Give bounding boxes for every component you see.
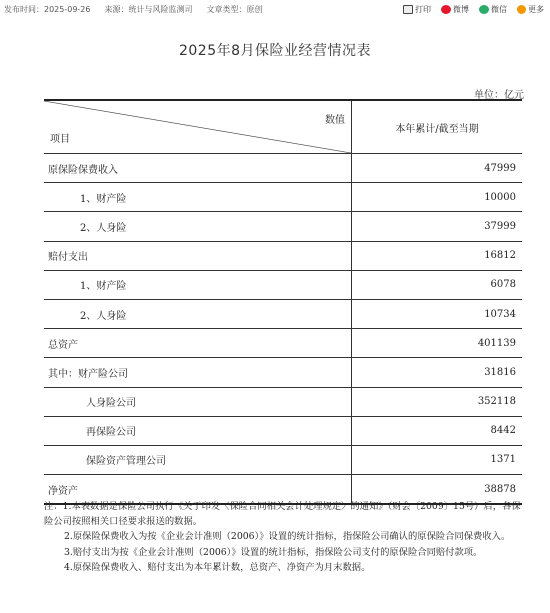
page-title: 2025年8月保险业经营情况表 xyxy=(178,43,372,59)
row-value: 8442 xyxy=(352,416,523,445)
row-value: 10000 xyxy=(352,183,523,212)
wechat-icon xyxy=(479,5,489,14)
more-icon xyxy=(517,5,526,14)
article-type: 文章类型：原创 xyxy=(206,4,263,14)
row-name: 2、人身险 xyxy=(44,299,352,328)
header-value-label: 数值 xyxy=(325,115,345,126)
article-meta xyxy=(0,4,263,15)
row-name: 赔付支出 xyxy=(44,241,352,270)
row-value: 37999 xyxy=(352,212,523,241)
row-value: 31816 xyxy=(352,358,523,387)
table-row xyxy=(44,387,522,416)
note-1: 注：1.本表数据是保险公司执行《关于印发〈保险合同相关会计处理规定〉的通知》（财会〔2009〕15号）后，各保险公司按照相关口径要求报送的数据。 xyxy=(44,501,521,528)
row-name: 1、财产险 xyxy=(44,270,352,299)
table-row xyxy=(44,358,522,387)
share-bar xyxy=(403,4,550,15)
more-share-button[interactable] xyxy=(517,4,544,15)
header-column-label: 本年累计/截至当期 xyxy=(352,100,523,154)
note-4: 4.原保险保费收入、赔付支出为本年累计数，总资产、净资产为月末数据。 xyxy=(64,561,371,573)
row-value: 401139 xyxy=(352,329,523,358)
print-button[interactable] xyxy=(403,4,431,15)
printer-icon xyxy=(403,5,413,14)
top-info-bar xyxy=(0,0,550,18)
table-row xyxy=(44,212,522,241)
table-row xyxy=(44,241,522,270)
table-header-row xyxy=(44,100,522,154)
table-row xyxy=(44,445,522,474)
wechat-share-button[interactable] xyxy=(479,4,507,15)
table-notes xyxy=(44,499,522,575)
row-name: 原保险保费收入 xyxy=(44,154,352,183)
header-item-label: 项目 xyxy=(50,134,70,145)
insurance-data-table xyxy=(44,99,522,505)
row-value: 47999 xyxy=(352,154,523,183)
print-label: 打印 xyxy=(415,4,431,14)
row-name: 1、财产险 xyxy=(44,183,352,212)
table-row xyxy=(44,329,522,358)
row-name: 净资产 xyxy=(44,475,352,505)
row-name: 总资产 xyxy=(44,329,352,358)
row-value: 16812 xyxy=(352,241,523,270)
row-name: 保险资产管理公司 xyxy=(44,445,352,474)
row-value: 38878 xyxy=(352,475,523,505)
publish-time: 发布时间：2025-09-26 xyxy=(4,4,91,14)
source-label: 来源：统计与风险监测司 xyxy=(104,4,193,14)
unit-label: 单位：亿元 xyxy=(474,90,524,101)
weibo-label: 微博 xyxy=(453,4,469,14)
table-row xyxy=(44,154,522,183)
row-value: 352118 xyxy=(352,387,523,416)
note-3: 3.赔付支出为按《企业会计准则（2006）》设置的统计指标，指保险公司支付的原保险合同赔付款项。 xyxy=(64,546,483,558)
more-label: 更多 xyxy=(528,4,544,14)
wechat-label: 微信 xyxy=(491,4,507,14)
row-name: 人身险公司 xyxy=(44,387,352,416)
row-name: 其中：财产险公司 xyxy=(44,358,352,387)
row-value: 1371 xyxy=(352,445,523,474)
table-row xyxy=(44,183,522,212)
table-row xyxy=(44,270,522,299)
row-name: 再保险公司 xyxy=(44,416,352,445)
note-2: 2.原保险保费收入为按《企业会计准则（2006）》设置的统计指标，指保险公司确认的原保险合同保费收入。 xyxy=(64,531,511,543)
table-row xyxy=(44,416,522,445)
weibo-icon xyxy=(441,5,451,14)
table-row xyxy=(44,299,522,328)
row-value: 10734 xyxy=(352,299,523,328)
row-value: 6078 xyxy=(352,270,523,299)
weibo-share-button[interactable] xyxy=(441,4,469,15)
header-diagonal-cell xyxy=(44,100,352,154)
row-name: 2、人身险 xyxy=(44,212,352,241)
